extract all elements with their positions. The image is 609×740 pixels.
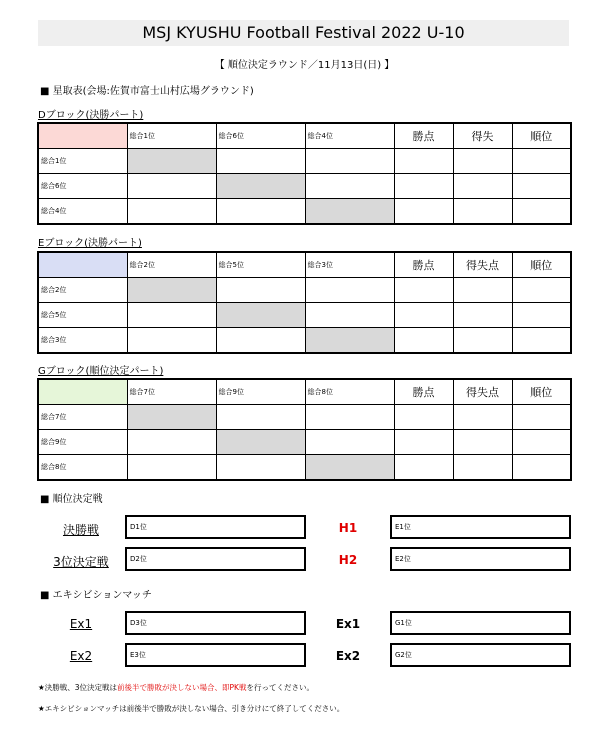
note-final-post: を行ってください。 [246,683,314,692]
ex2-right-box: G2位 [390,643,571,667]
self-cell [127,278,216,303]
col-rank: 順位 [512,379,571,405]
third-place-code: H2 [338,553,358,567]
result-cell [305,174,394,199]
result-cell [305,278,394,303]
rank-cell [512,328,571,354]
third-place-label: 3位決定戦 [53,555,109,569]
col-team: 総合9位 [216,379,305,405]
points-cell [394,303,453,328]
ex2-label: Ex2 [69,649,93,663]
block-d-table [37,122,572,225]
rank-cell [512,149,571,174]
rank-cell [512,455,571,481]
points-cell [394,405,453,430]
row-team: 総合2位 [38,278,127,303]
table-row [38,174,571,199]
ex1-left-box: D3位 [125,611,306,635]
table-row [38,278,571,303]
col-goal-diff: 得失点 [453,379,512,405]
block-g-label: Gブロック(順位決定パート) [38,366,164,377]
note-final-pk: 前後半で勝敗が決しない場合、即PK戦 [117,683,247,692]
block-g-table [37,378,572,481]
row-team: 総合9位 [38,430,127,455]
goal-diff-cell [453,430,512,455]
result-cell [305,149,394,174]
col-points: 勝点 [394,379,453,405]
rank-cell [512,405,571,430]
table-row [38,149,571,174]
result-cell [216,405,305,430]
table-row [38,328,571,354]
self-cell [216,174,305,199]
points-cell [394,174,453,199]
table-row [38,430,571,455]
block-d-label: Dブロック(決勝パート) [38,110,144,121]
goal-diff-cell [453,174,512,199]
third-place-right-box: E2位 [390,547,571,571]
corner-cell [38,379,127,405]
rank-cell [512,278,571,303]
rank-cell [512,303,571,328]
corner-cell [38,123,127,149]
self-cell [305,199,394,225]
self-cell [305,455,394,481]
col-goal-diff: 得失点 [453,252,512,278]
goal-diff-cell [453,405,512,430]
table-row [38,303,571,328]
final-left-box: D1位 [125,515,306,539]
points-cell [394,455,453,481]
col-rank: 順位 [512,252,571,278]
points-cell [394,328,453,354]
col-points: 勝点 [394,123,453,149]
goal-diff-cell [453,455,512,481]
col-team: 総合7位 [127,379,216,405]
result-cell [305,430,394,455]
col-team: 総合4位 [305,123,394,149]
col-team: 総合1位 [127,123,216,149]
table-row [38,405,571,430]
row-team: 総合7位 [38,405,127,430]
row-team: 総合1位 [38,149,127,174]
result-cell [127,455,216,481]
points-cell [394,149,453,174]
result-cell [127,303,216,328]
result-cell [127,328,216,354]
self-cell [127,149,216,174]
row-team: 総合5位 [38,303,127,328]
row-team: 総合4位 [38,199,127,225]
page-title: MSJ KYUSHU Football Festival 2022 U-10 [38,20,569,46]
col-team: 総合6位 [216,123,305,149]
goal-diff-cell [453,303,512,328]
goal-diff-cell [453,278,512,303]
col-team: 総合5位 [216,252,305,278]
self-cell [216,303,305,328]
self-cell [127,405,216,430]
result-cell [216,199,305,225]
table-row [38,199,571,225]
ex1-code: Ex1 [335,617,361,631]
result-cell [305,405,394,430]
note-final-pre: ★決勝戦、3位決定戦は [38,683,117,692]
col-team: 総合3位 [305,252,394,278]
ex1-label: Ex1 [69,617,93,631]
result-cell [216,455,305,481]
note-final-rules [38,682,314,693]
goal-diff-cell [453,328,512,354]
corner-cell [38,252,127,278]
exhibition-heading: ■ エキシビションマッチ [40,590,152,601]
final-label: 決勝戦 [62,523,99,537]
note-exhibition-rules: ★エキシビションマッチは前後半で勝敗が決しない場合、引き分けにて終了してください。 [38,704,345,713]
rank-cell [512,174,571,199]
self-cell [216,430,305,455]
ex1-right-box: G1位 [390,611,571,635]
block-e-table [37,251,572,354]
result-cell [127,430,216,455]
goal-diff-cell [453,199,512,225]
result-cell [216,149,305,174]
block-e-label: Eブロック(決勝パート) [38,238,142,249]
row-team: 総合3位 [38,328,127,354]
result-cell [127,199,216,225]
result-cell [127,174,216,199]
col-points: 勝点 [394,252,453,278]
goal-diff-cell [453,149,512,174]
col-goal-diff: 得失 [453,123,512,149]
ex2-code: Ex2 [335,649,361,663]
result-cell [305,303,394,328]
placement-heading: ■ 順位決定戦 [40,494,103,505]
self-cell [305,328,394,354]
rank-cell [512,430,571,455]
points-cell [394,430,453,455]
standings-heading: ■ 星取表(会場:佐賀市富士山村広場グラウンド) [40,86,254,97]
round-subtitle: 【 順位決定ラウンド／11月13日(日) 】 [214,60,395,71]
col-team: 総合8位 [305,379,394,405]
third-place-left-box: D2位 [125,547,306,571]
points-cell [394,278,453,303]
col-rank: 順位 [512,123,571,149]
rank-cell [512,199,571,225]
row-team: 総合8位 [38,455,127,481]
result-cell [216,328,305,354]
points-cell [394,199,453,225]
result-cell [216,278,305,303]
table-row [38,455,571,481]
final-code: H1 [338,521,358,535]
final-right-box: E1位 [390,515,571,539]
row-team: 総合6位 [38,174,127,199]
col-team: 総合2位 [127,252,216,278]
ex2-left-box: E3位 [125,643,306,667]
